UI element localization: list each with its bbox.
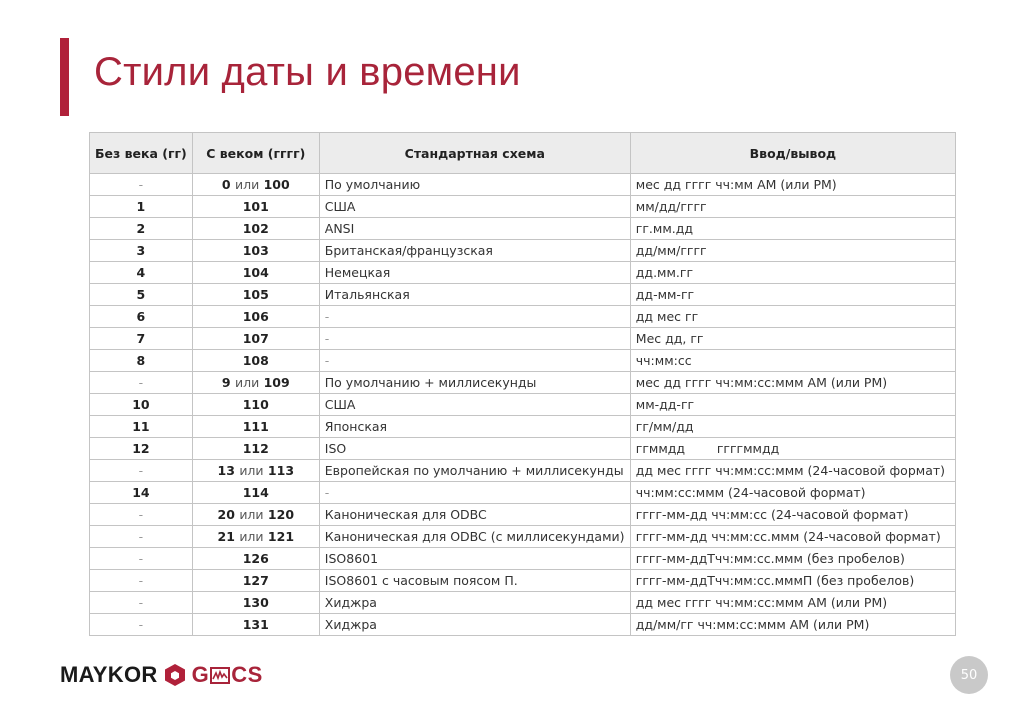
cell-standard: Каноническая для ODBC: [319, 504, 630, 526]
century-code: 113: [267, 463, 295, 478]
cell-with-century: 127: [192, 570, 319, 592]
cell-standard: Хиджра: [319, 614, 630, 636]
century-code: 100: [263, 177, 290, 192]
table-row: [90, 460, 956, 482]
cell-with-century: 111: [192, 416, 319, 438]
table-row: [90, 350, 956, 372]
logo-m-wave-icon: [210, 667, 230, 684]
cell-input-output: мес дд гггг чч:мм:сс:ммм AM (или PM): [630, 372, 955, 394]
cell-with-century: 105: [192, 284, 319, 306]
cell-input-output: дд.мм.гг: [630, 262, 955, 284]
cell-input-output: Мес дд, гг: [630, 328, 955, 350]
cell-with-century: [192, 504, 319, 526]
cell-input-output: мес дд гггг чч:мм AM (или PM): [630, 174, 955, 196]
cell-input-output: гггг-мм-дд чч:мм:сс (24-часовой формат): [630, 504, 955, 526]
cell-no-century: 3: [90, 240, 193, 262]
slide-title: Стили даты и времени: [94, 50, 521, 94]
table-row: [90, 526, 956, 548]
cell-input-output: мм-дд-гг: [630, 394, 955, 416]
cell-no-century: 8: [90, 350, 193, 372]
cell-no-century: 7: [90, 328, 193, 350]
table-row: [90, 218, 956, 240]
header-no-century: Без века (гг): [90, 133, 193, 174]
cell-standard: -: [319, 328, 630, 350]
table-row: [90, 306, 956, 328]
header-with-century: С веком (гггг): [192, 133, 319, 174]
century-code: 121: [267, 529, 295, 544]
table-row: [90, 548, 956, 570]
or-word: или: [239, 529, 264, 544]
cell-input-output: чч:мм:сс: [630, 350, 955, 372]
table-row: [90, 284, 956, 306]
cell-no-century: 5: [90, 284, 193, 306]
cell-no-century: -: [90, 570, 193, 592]
or-word: или: [234, 375, 260, 390]
cell-no-century: -: [90, 504, 193, 526]
cell-input-output: дд мес гг: [630, 306, 955, 328]
cell-standard: Японская: [319, 416, 630, 438]
cell-input-output: дд/мм/гг чч:мм:сс:ммм AM (или PM): [630, 614, 955, 636]
cell-standard: ISO8601 с часовым поясом П.: [319, 570, 630, 592]
cell-with-century: [192, 460, 319, 482]
cell-with-century: 114: [192, 482, 319, 504]
cell-input-output: дд-мм-гг: [630, 284, 955, 306]
cell-with-century: 108: [192, 350, 319, 372]
cell-input-output: дд мес гггг чч:мм:сс:ммм AM (или PM): [630, 592, 955, 614]
title-accent-bar: [60, 38, 69, 116]
table-row: [90, 570, 956, 592]
or-word: или: [239, 507, 264, 522]
table-row: [90, 328, 956, 350]
table-row: [90, 394, 956, 416]
hexagon-icon: [164, 663, 186, 687]
cell-input-output: гг.мм.дд: [630, 218, 955, 240]
cell-with-century: 104: [192, 262, 319, 284]
cell-standard: -: [319, 306, 630, 328]
table-row: [90, 240, 956, 262]
cell-standard: ISO8601: [319, 548, 630, 570]
cell-with-century: 131: [192, 614, 319, 636]
table-row: [90, 372, 956, 394]
table-body: [90, 174, 956, 636]
cell-standard: Хиджра: [319, 592, 630, 614]
table-row: [90, 438, 956, 460]
cell-input-output: гггг-мм-дд чч:мм:сс.ммм (24-часовой формат): [630, 526, 955, 548]
cell-no-century: -: [90, 614, 193, 636]
date-styles-table: [89, 132, 956, 636]
cell-standard: США: [319, 394, 630, 416]
table-row: [90, 262, 956, 284]
century-code: 120: [267, 507, 295, 522]
cell-input-output: мм/дд/гггг: [630, 196, 955, 218]
cell-no-century: 11: [90, 416, 193, 438]
table-row: [90, 482, 956, 504]
cell-no-century: -: [90, 526, 193, 548]
cell-standard: ISO: [319, 438, 630, 460]
cell-no-century: 4: [90, 262, 193, 284]
logo-maykor-text: MAYKOR: [60, 662, 158, 687]
cell-with-century: 110: [192, 394, 319, 416]
header-input-output: Ввод/вывод: [630, 133, 955, 174]
logo-g: G: [191, 662, 210, 687]
cell-input-output: гггг-мм-ддТчч:мм:сс.мммП (без пробелов): [630, 570, 955, 592]
cell-no-century: 6: [90, 306, 193, 328]
table-row: [90, 504, 956, 526]
cell-standard: ANSI: [319, 218, 630, 240]
cell-input-output: гг/мм/дд: [630, 416, 955, 438]
cell-input-output: ггммдд ггггммдд: [630, 438, 955, 460]
cell-standard: -: [319, 482, 630, 504]
cell-input-output: дд/мм/гггг: [630, 240, 955, 262]
cell-no-century: 10: [90, 394, 193, 416]
table-row: [90, 614, 956, 636]
cell-standard: Европейская по умолчанию + миллисекунды: [319, 460, 630, 482]
cell-standard: Немецкая: [319, 262, 630, 284]
century-code-short: 9: [221, 375, 231, 390]
logo-cs: CS: [231, 662, 263, 687]
cell-with-century: 107: [192, 328, 319, 350]
cell-standard: -: [319, 350, 630, 372]
header-standard: Стандартная схема: [319, 133, 630, 174]
cell-standard: По умолчанию + миллисекунды: [319, 372, 630, 394]
cell-with-century: 126: [192, 548, 319, 570]
cell-no-century: -: [90, 592, 193, 614]
cell-with-century: 112: [192, 438, 319, 460]
cell-with-century: 102: [192, 218, 319, 240]
cell-with-century: 106: [192, 306, 319, 328]
century-code-short: 13: [217, 463, 235, 478]
cell-with-century: [192, 526, 319, 548]
cell-no-century: -: [90, 548, 193, 570]
cell-no-century: -: [90, 372, 193, 394]
table-row: [90, 196, 956, 218]
century-code-short: 20: [217, 507, 235, 522]
table-header-row: [90, 133, 956, 174]
cell-with-century: 103: [192, 240, 319, 262]
table-row: [90, 592, 956, 614]
table-row: [90, 416, 956, 438]
cell-input-output: дд мес гггг чч:мм:сс:ммм (24-часовой формат): [630, 460, 955, 482]
cell-with-century: [192, 372, 319, 394]
cell-standard: По умолчанию: [319, 174, 630, 196]
cell-with-century: 130: [192, 592, 319, 614]
page-number-badge: 50: [950, 656, 988, 694]
cell-standard: Британская/французская: [319, 240, 630, 262]
cell-with-century: [192, 174, 319, 196]
cell-no-century: 1: [90, 196, 193, 218]
cell-no-century: 14: [90, 482, 193, 504]
table-row: [90, 174, 956, 196]
logo-gmcs-text: [192, 662, 263, 688]
century-code: 109: [263, 375, 290, 390]
cell-input-output: чч:мм:сс:ммм (24-часовой формат): [630, 482, 955, 504]
cell-no-century: 12: [90, 438, 193, 460]
cell-standard: Итальянская: [319, 284, 630, 306]
cell-no-century: 2: [90, 218, 193, 240]
or-word: или: [239, 463, 264, 478]
or-word: или: [234, 177, 260, 192]
cell-standard: Каноническая для ODBC (с миллисекундами): [319, 526, 630, 548]
cell-with-century: 101: [192, 196, 319, 218]
cell-no-century: -: [90, 460, 193, 482]
cell-no-century: -: [90, 174, 193, 196]
century-code-short: 0: [221, 177, 231, 192]
century-code-short: 21: [217, 529, 235, 544]
maykor-gmcs-logo: [60, 660, 263, 690]
cell-input-output: гггг-мм-ддТчч:мм:сс.ммм (без пробелов): [630, 548, 955, 570]
cell-standard: США: [319, 196, 630, 218]
